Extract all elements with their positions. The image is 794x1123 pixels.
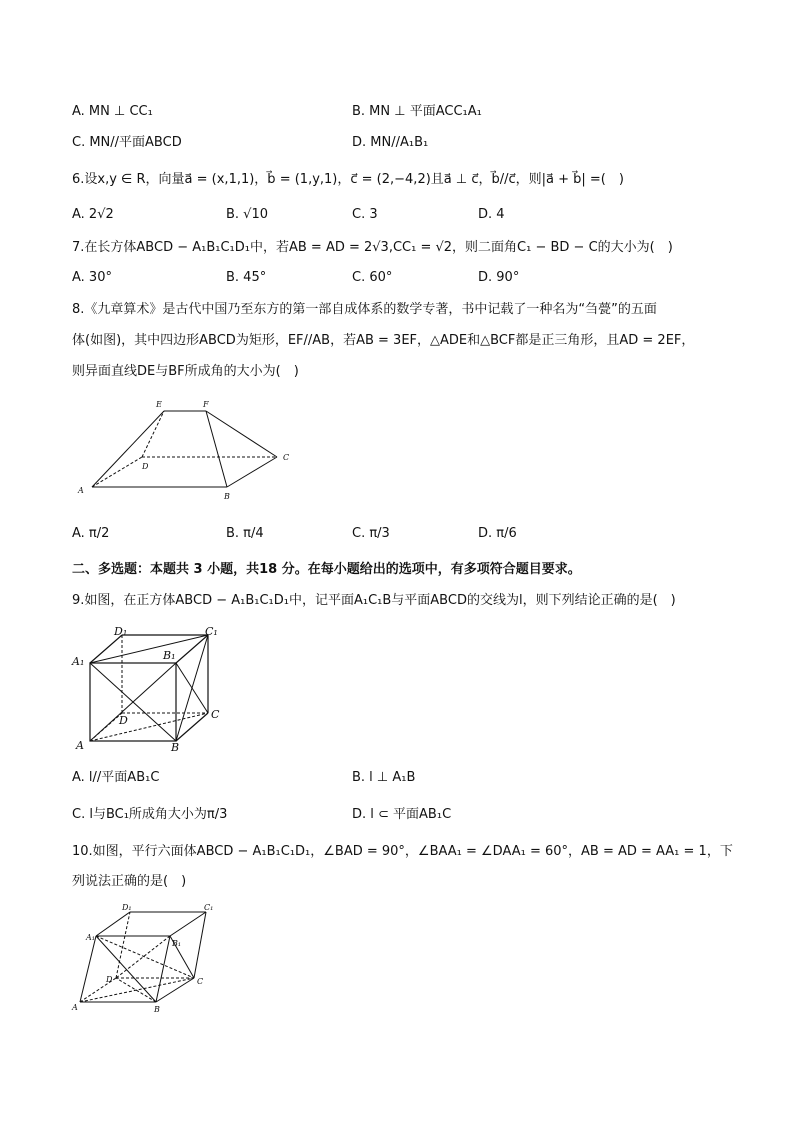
q10-label-d: D (106, 975, 113, 984)
q8-stem-line2: 体(如图)，其中四边形ABCD为矩形，EF//AB，若AB = 3EF，△ADE和△BCF都是正三角形，且AD = 2EF， (72, 333, 695, 348)
q5-option-b: B. MN ⊥ 平面ACC₁A₁ (352, 104, 482, 119)
q5-option-a: A. MN ⊥ CC₁ (72, 104, 153, 119)
q9-label-d1: D₁ (114, 625, 128, 638)
q9-stem: 9.如图，在正方体ABCD − A₁B₁C₁D₁中，记平面A₁C₁B与平面ABCD的交线为l，则下列结论正确的是( ) (72, 593, 676, 608)
q9-label-a1: A₁ (72, 655, 85, 668)
q10-label-b1: B₁ (172, 939, 182, 948)
q8-label-c: C (283, 453, 290, 462)
q10-label-c1: C₁ (204, 903, 214, 912)
q10-label-c: C (197, 977, 204, 986)
q9-label-a: A (76, 739, 84, 752)
q6-option-a: A. 2√2 (72, 207, 114, 222)
q10-stem-line1: 10.如图，平行六面体ABCD − A₁B₁C₁D₁，∠BAD = 90°，∠BAA₁ = ∠DAA₁ = 60°，AB = AD = AA₁ = 1，下 (72, 844, 733, 859)
q10-label-b: B (154, 1005, 160, 1014)
q8-figure-pentahedron (72, 395, 302, 505)
q7-option-b: B. 45° (226, 270, 267, 285)
q8-option-a: A. π/2 (72, 526, 110, 541)
q7-stem: 7.在长方体ABCD − A₁B₁C₁D₁中，若AB = AD = 2√3,CC₁ = √2，则二面角C₁ − BD − C的大小为( ) (72, 240, 673, 255)
section-2-header: 二、多选题：本题共 3 小题，共18 分。在每小题给出的选项中，有多项符合题目要求。 (72, 562, 581, 577)
q9-option-c: C. l与BC₁所成角大小为π/3 (72, 807, 228, 822)
q10-figure-parallelepiped (72, 902, 222, 1014)
q10-label-a1: A₁ (86, 933, 95, 942)
q7-option-d: D. 90° (478, 270, 520, 285)
q6-option-b: B. √10 (226, 207, 269, 222)
q8-label-d: D (142, 462, 149, 471)
q9-label-c: C (211, 708, 220, 721)
q8-label-a: A (78, 486, 84, 495)
q10-label-d1: D₁ (122, 903, 132, 912)
q8-label-f: F (203, 400, 209, 409)
q9-option-d: D. l ⊂ 平面AB₁C (352, 807, 452, 822)
q7-option-c: C. 60° (352, 270, 393, 285)
q8-option-b: B. π/4 (226, 526, 264, 541)
q8-label-b: B (224, 492, 230, 501)
q10-label-a: A (72, 1003, 78, 1012)
q8-option-d: D. π/6 (478, 526, 517, 541)
q8-stem-line3: 则异面直线DE与BF所成角的大小为( ) (72, 364, 299, 379)
q9-label-b: B (171, 741, 180, 754)
q8-label-e: E (156, 400, 162, 409)
q9-option-a: A. l//平面AB₁C (72, 770, 160, 785)
q7-option-a: A. 30° (72, 270, 112, 285)
q8-option-c: C. π/3 (352, 526, 390, 541)
q9-label-b1: B₁ (163, 649, 176, 662)
q9-label-c1: C₁ (205, 625, 218, 638)
q6-option-d: D. 4 (478, 207, 505, 222)
q6-option-c: C. 3 (352, 207, 378, 222)
q9-label-d: D (119, 714, 128, 727)
q6-stem: 6.设x,y ∈ R，向量a⃗ = (x,1,1)，b⃗ = (1,y,1)，c⃗ = (2,−4,2)且a⃗ ⊥ c⃗，b⃗//c⃗，则|a⃗ + b⃗| =( ) (72, 172, 624, 187)
q5-option-c: C. MN//平面ABCD (72, 135, 182, 150)
q5-option-d: D. MN//A₁B₁ (352, 135, 429, 150)
q10-stem-line2: 列说法正确的是( ) (72, 874, 187, 889)
q9-figure-cube (72, 625, 232, 753)
q9-option-b: B. l ⊥ A₁B (352, 770, 416, 785)
q8-stem-line1: 8.《九章算术》是古代中国乃至东方的第一部自成体系的数学专著，书中记载了一种名为“刍甍”的五面 (72, 302, 657, 317)
